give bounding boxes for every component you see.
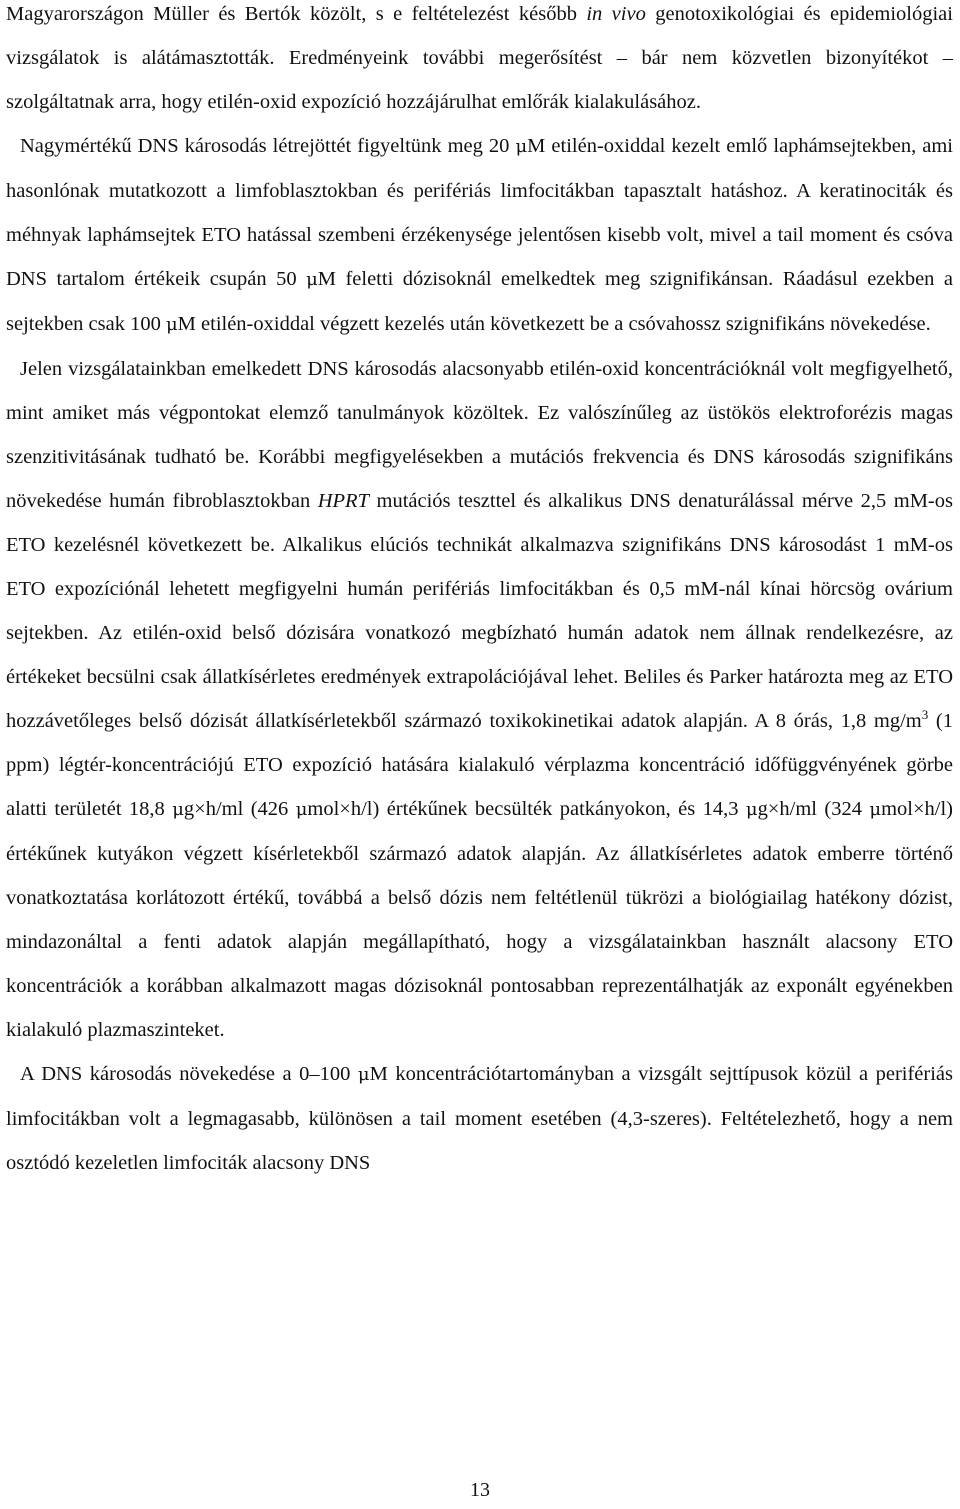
text-run: mol×h/l) értékűnek becsülték patkányokon, és 14,3 bbox=[307, 798, 746, 820]
micro-symbol: μ bbox=[745, 799, 758, 820]
text-run: Nagymértékű DNS károsodás létrejöttét figyeltünk meg 20 bbox=[20, 135, 516, 157]
micro-symbol: μ bbox=[869, 799, 882, 820]
text-run: M etilén-oxiddal végzett kezelés után következett be a csóvahossz szignifikáns növekedése. bbox=[177, 313, 931, 335]
text-run: A DNS károsodás növekedése a 0–100 bbox=[20, 1063, 358, 1085]
text-run: genotoxikológiai és epidemiológiai vizsgálatok is alátámasztották. Eredményeink további megerősítést – bár nem közvetlen bizonyítékot – szolgáltatnak arra, hogy etilén-oxid expozíció hozzájárulhat emlőrák kialakulásához. bbox=[6, 3, 953, 113]
paragraph bbox=[6, 347, 953, 1052]
micro-symbol: μ bbox=[515, 136, 528, 157]
text-run: (1 ppm) légtér-koncentrációjú ETO expozíció hatására kialakuló vérplazma koncentráció időfüggvényének görbe alatti területét 18,8 bbox=[6, 710, 953, 820]
text-run: Jelen vizsgálatainkban emelkedett DNS károsodás alacsonyabb etilén-oxid koncentrációknál volt megfigyelhető, mint amiket más végpontokat elemző tanulmányok közöltek. Ez valószínűleg az üstökös elektroforézis magas szenzitivitásának tudható be. Korábbi megfigyelésekben a mutációs frekvencia és DNS károsodás szignifikáns növekedése humán fibroblasztokban bbox=[6, 358, 953, 512]
micro-symbol: μ bbox=[357, 1064, 370, 1085]
paragraph bbox=[6, 1052, 953, 1185]
text-run: Magyarországon Müller és Bertók közölt, s e feltételezést később bbox=[6, 3, 587, 25]
text-run: M etilén-oxiddal kezelt emlő laphámsejtekben, ami hasonlónak mutatkozott a limfoblasztokban és perifériás limfocitákban tapasztalt hatáshoz. A keratinociták és méhnyak laphámsejtek ETO hatással szembeni érzékenysége jelentősen kisebb volt, mivel a tail moment és csóva DNS tartalom értékeik csupán 50 bbox=[6, 135, 953, 290]
text-run: g×h/ml (324 bbox=[757, 798, 870, 820]
text-run: mol×h/l) értékűnek kutyákon végzett kísérletekből származó adatok alapján. Az állatkísérletes adatok emberre történő vonatkoztatása korlátozott értékű, továbbá a belső dózis nem feltétlenül tükrözi a biológiailag hatékony dózist, mindazonáltal a fenti adatok alapján megállapítható, hogy a vizsgálatainkban használt alacsony ETO koncentrációk a korábban alkalmazott magas dózisoknál pontosabban reprezentálhatják az exponált egyénekben kialakuló plazmaszinteket. bbox=[6, 798, 954, 1041]
micro-symbol: μ bbox=[295, 799, 308, 820]
italic-text: in vivo bbox=[586, 3, 646, 25]
text-run: mutációs teszttel és alkalikus DNS denaturálással mérve 2,5 mM-os ETO kezelésnél következett be. Alkalikus elúciós technikát alkalmazva szignifikáns DNS károsodást 1 mM-os ETO expozíciónál lehetett megfigyelni humán perifériás limfocitákban és 0,5 mM-nál kínai hörcsög ovárium sejtekben. Az etilén-oxid belső dózisára vonatkozó megbízható humán adatok nem állnak rendelkezésre, az értékeket becsülni csak állatkísérletes eredmények extrapolációjával lehet. Beliles és Parker határozta meg az ETO hozzávetőleges belső dózisát állatkísérletekből származó toxikokinetikai adatok alapján. A 8 órás, 1,8 mg/m bbox=[6, 490, 953, 732]
paragraph bbox=[6, 0, 953, 124]
document-body bbox=[6, 0, 953, 1185]
text-run: M feletti dózisoknál emelkedtek meg szignifikánsan. Ráadásul ezekben a sejtekben csak 100 bbox=[6, 268, 953, 335]
text-run: g×h/ml (426 bbox=[183, 798, 296, 820]
text-run: M koncentrációtartományban a vizsgált sejttípusok közül a perifériás limfocitákban volt a legmagasabb, különösen a tail moment esetében (4,3-szeres). Feltételezhető, hogy a nem osztódó kezeletlen limfociták alacsony DNS bbox=[6, 1063, 953, 1174]
micro-symbol: μ bbox=[306, 269, 318, 290]
italic-text: HPRT bbox=[317, 490, 369, 512]
micro-symbol: μ bbox=[165, 314, 178, 335]
page-number: 13 bbox=[470, 1479, 490, 1501]
superscript: 3 bbox=[921, 707, 929, 723]
paragraph bbox=[6, 124, 953, 347]
micro-symbol: μ bbox=[172, 799, 184, 820]
